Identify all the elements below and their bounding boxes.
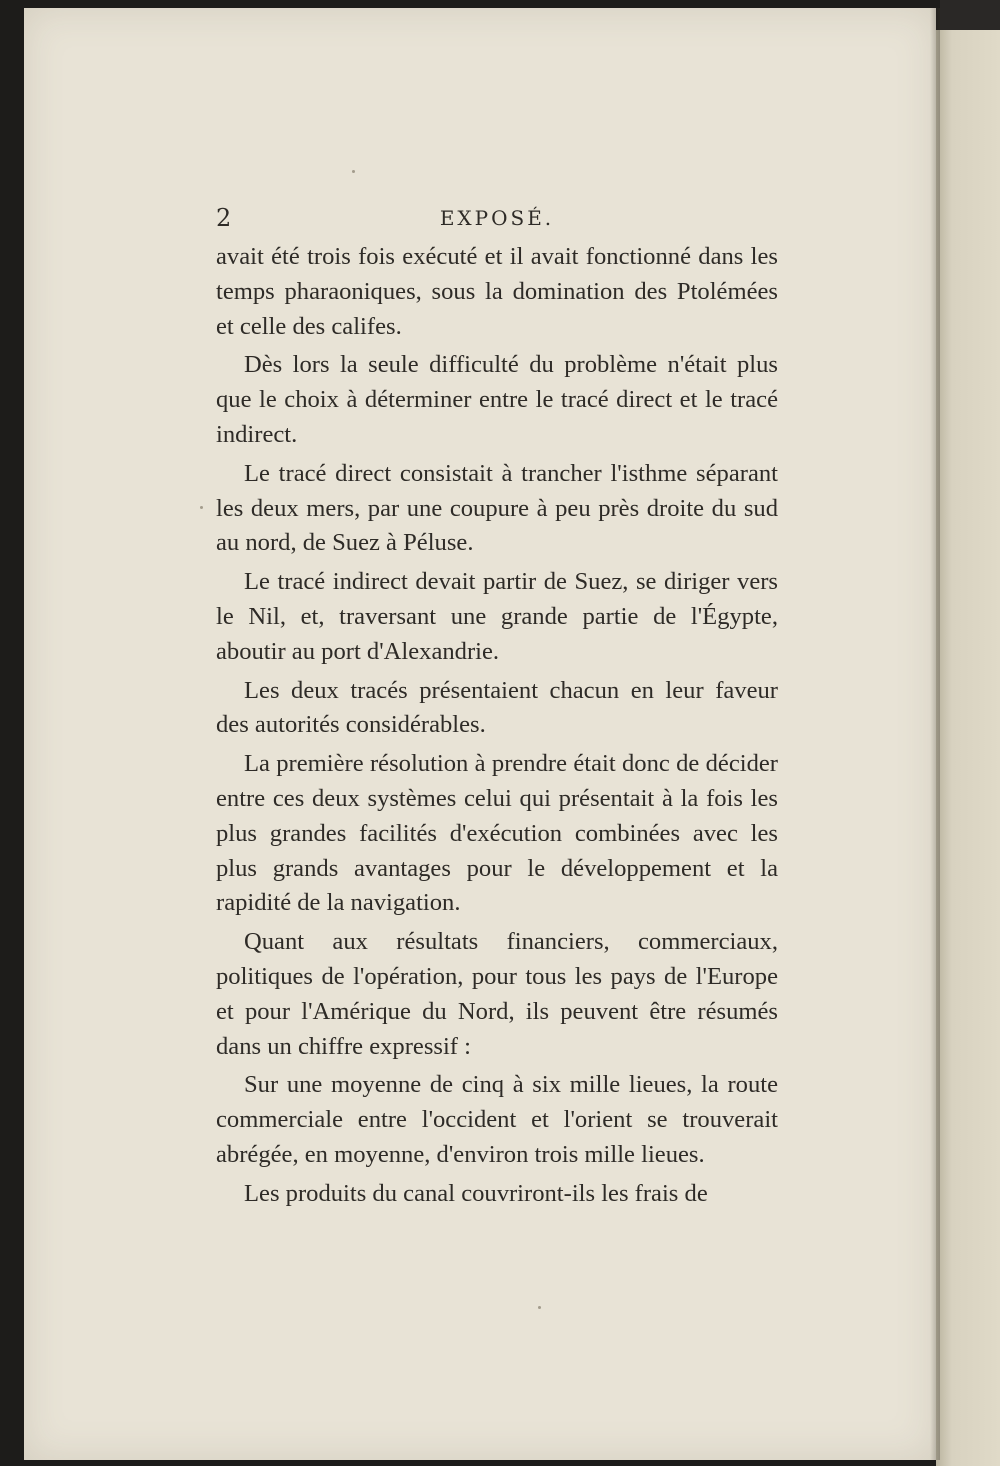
body-text xyxy=(216,240,778,1212)
paragraph: avait été trois fois exécuté et il avait fonctionné dans les temps pharaoniques, sous la domination des Ptolémées et celle des califes. xyxy=(216,243,778,340)
paragraph: Le tracé direct consistait à trancher l'isthme séparant les deux mers, par une coupure à peu près droite du sud au nord, de Suez à Péluse. xyxy=(216,459,778,557)
facing-page-edge xyxy=(936,30,1000,1466)
paragraph: Les produits du canal couvriront-ils les frais de xyxy=(244,1179,708,1207)
gutter-shadow xyxy=(930,8,940,1460)
page-number: 2 xyxy=(216,204,232,232)
paragraph: La première résolution à prendre était donc de décider entre ces deux systèmes celui qui présentait à la fois les plus grandes facilités d'exécution combinées avec les plus grands avantages pour le développement et la rapidité de la navigation. xyxy=(216,750,778,917)
paper-speck xyxy=(200,506,203,509)
running-head: EXPOSÉ. xyxy=(439,206,555,230)
paragraph: Dès lors la seule difficulté du problème n'était plus que le choix à déterminer entre le tracé direct et le tracé indirect. xyxy=(216,351,778,448)
paragraph: Sur une moyenne de cinq à six mille lieues, la route commerciale entre l'occident et l'orient se trouverait abrégée, en moyenne, d'environ trois mille lieues. xyxy=(216,1071,778,1168)
paper-speck xyxy=(538,1306,541,1309)
paragraph: Les deux tracés présentaient chacun en leur faveur des autorités considérables. xyxy=(216,676,778,739)
paragraph: Quant aux résultats financiers, commerciaux, politiques de l'opération, pour tous les pays de l'Europe et pour l'Amérique du Nord, ils peuvent être résumés dans un chiffre expressif : xyxy=(216,928,778,1060)
paragraph: Le tracé indirect devait partir de Suez, se diriger vers le Nil, et, traversant une grande partie de l'Égypte, aboutir au port d'Alexandrie. xyxy=(216,568,778,665)
paper-speck xyxy=(352,170,355,173)
page-header xyxy=(216,204,778,240)
